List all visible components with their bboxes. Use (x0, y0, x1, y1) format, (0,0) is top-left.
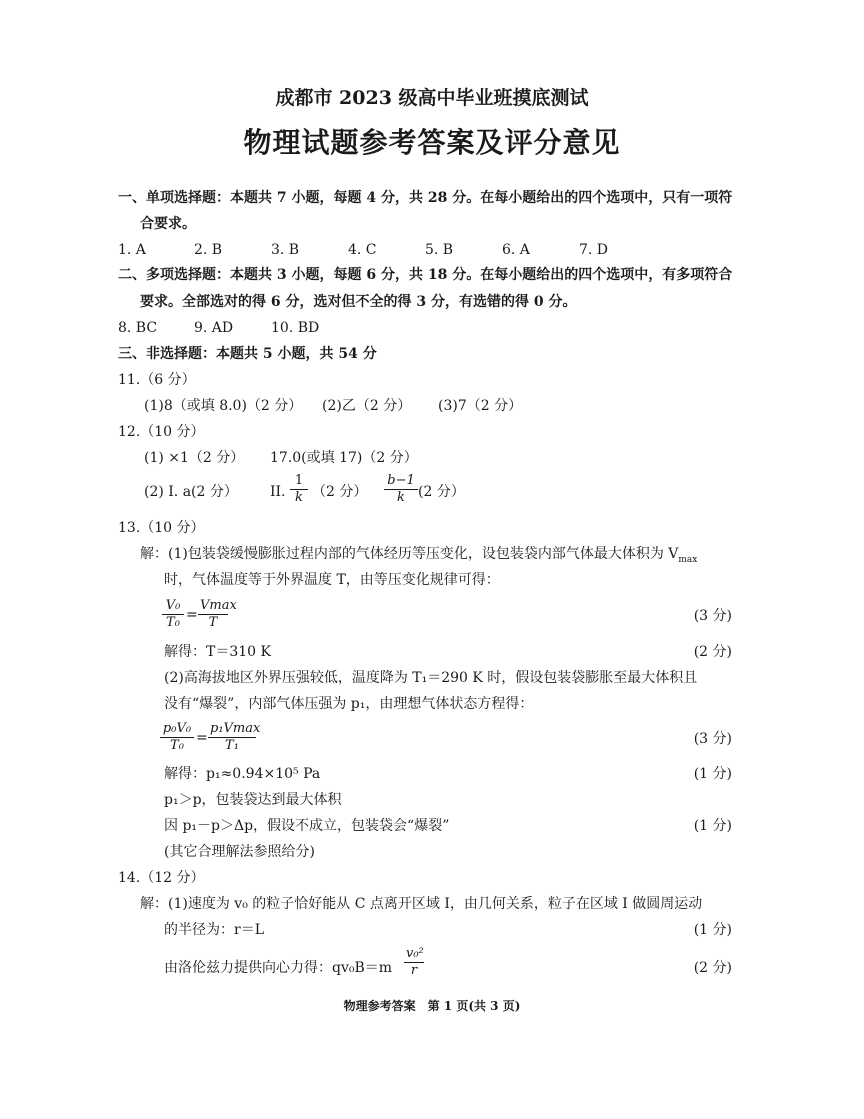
q13-line-7: p₁＞p，包装袋达到最大体积 (164, 792, 342, 808)
q11-answer-2: (2)乙（2 分） (322, 398, 412, 414)
section1-heading-a: 一、单项选择题：本题共 7 小题，每题 4 分，共 28 分。在每小题给出的四个选项中，只有一项符 (118, 190, 733, 206)
q13-line-8: 因 p₁－p＞Δp，假设不成立，包装袋会“爆裂” (164, 818, 450, 834)
section2-heading-b: 要求。全部选对的得 6 分，选对但不全的得 3 分，有选错的得 0 分。 (140, 294, 577, 310)
title-line-1: 成都市 2023 级高中毕业班摸底测试 (275, 87, 589, 109)
answer-8: 8. BC (118, 320, 158, 336)
q13-line-5: 没有“爆裂”，内部气体压强为 p₁，由理想气体状态方程得： (164, 696, 534, 712)
q12-fraction-2-num: b−1 (384, 473, 418, 490)
q13-label: 13.（10 分） (118, 520, 205, 536)
section3-heading: 三、非选择题：本题共 5 小题，共 54 分 (118, 346, 377, 362)
q14-line-1: 解：(1)速度为 v₀ 的粒子恰好能从 C 点离开区域 Ⅰ，由几何关系，粒子在区域 Ⅰ 做圆周运动 (140, 896, 703, 912)
q13-eq2-right-den: T₁ (225, 738, 239, 753)
q13-line-3: 解得：T＝310 K (164, 644, 271, 660)
q13-eq2-left-den: T₀ (170, 738, 184, 753)
q13-eq2-left (160, 721, 194, 754)
q14-line-3: 由洛伦兹力提供向心力得：qv₀B＝m (164, 960, 393, 976)
q12-fraction-1-num: 1 (290, 473, 308, 490)
q14-fraction-num: v₀² (406, 946, 424, 961)
q13-eq2-right (208, 721, 261, 754)
q13-eq1-score: (3 分) (693, 608, 732, 624)
q13-line-6-score: (1 分) (693, 766, 732, 782)
q13-line-9: (其它合理解法参照给分) (164, 844, 315, 860)
q13-line-4: (2)高海拔地区外界压强较低，温度降为 T₁＝290 K 时，假设包装袋膨胀至最大体积且 (164, 670, 698, 686)
q13-eq1-right-num: Vmax (200, 598, 237, 613)
q13-line-2: 时，气体温度等于外界温度 T，由等压变化规律可得： (164, 572, 500, 588)
q13-eq1-left-den: T₀ (166, 615, 180, 630)
q13-eq2-score: (3 分) (693, 731, 732, 747)
q14-line-3-score: (2 分) (693, 960, 732, 976)
q13-eq1-left-num: V₀ (162, 598, 184, 615)
q13-eq2-equals: = (196, 730, 208, 746)
q12-fraction-2-den: k (397, 490, 405, 505)
answer-9: 9. AD (194, 320, 234, 336)
answer-1: 1. A (118, 242, 146, 258)
answer-2: 2. B (194, 242, 223, 258)
q13-line-6: 解得：p₁≈0.94×10⁵ Pa (164, 766, 321, 782)
q12-fraction-1 (290, 473, 308, 506)
q14-label: 14.（12 分） (118, 870, 205, 886)
section2-heading-a: 二、多项选择题：本题共 3 小题，每题 6 分，共 18 分。在每小题给出的四个选项中，有多项符合 (118, 267, 733, 283)
q13-eq1-left (162, 598, 184, 631)
q12-fraction-1-den: k (295, 490, 303, 505)
page-footer: 物理参考答案 第 1 页(共 3 页) (343, 999, 521, 1013)
section1-heading-b: 合要求。 (140, 216, 196, 232)
q11-label: 11.（6 分） (118, 372, 196, 388)
q12-fraction-2 (384, 473, 418, 506)
title-line-2: 物理试题参考答案及评分意见 (243, 126, 621, 159)
answer-3: 3. B (271, 242, 300, 258)
q13-eq1-right-den: T (208, 615, 218, 630)
q12-answer-3: (2) I. a(2 分） (144, 484, 238, 500)
q14-fraction-den: r (410, 963, 418, 978)
q12-label: 12.（10 分） (118, 424, 205, 440)
answer-7: 7. D (579, 242, 609, 258)
q13-eq1-equals: = (186, 607, 198, 623)
q11-answer-1: (1)8（或填 8.0)（2 分） (144, 398, 303, 414)
q13-line-1-text: 解：(1)包装袋缓慢膨胀过程内部的气体经历等压变化，设包装袋内部气体最大体积为 V (140, 546, 679, 562)
q12-answer-5-score: (2 分） (418, 484, 465, 500)
answer-4: 4. C (348, 242, 377, 258)
q12-answer-2: 17.0(或填 17)（2 分） (270, 450, 418, 466)
q13-line-3-score: (2 分) (693, 644, 732, 660)
q11-answer-3: (3)7（2 分） (438, 398, 523, 414)
q13-line-8-score: (1 分) (693, 818, 732, 834)
q12-answer-4-prefix: II. (270, 484, 286, 500)
answer-6: 6. A (502, 242, 530, 258)
answer-10: 10. BD (271, 320, 320, 336)
q13-line-1-sub: max (678, 554, 698, 565)
q14-fraction (404, 946, 424, 979)
q13-eq2-right-num: p₁Vmax (210, 721, 261, 736)
q12-answer-1: (1) ×1（2 分） (144, 450, 245, 466)
q14-line-2-score: (1 分) (693, 922, 732, 938)
q12-answer-4-score: （2 分） (312, 484, 368, 500)
q13-eq1-right (198, 598, 237, 631)
q14-line-2: 的半径为：r＝L (164, 922, 264, 938)
q13-eq2-left-num: p₀V₀ (160, 721, 194, 738)
answer-5: 5. B (425, 242, 454, 258)
q13-line-1 (140, 544, 697, 570)
